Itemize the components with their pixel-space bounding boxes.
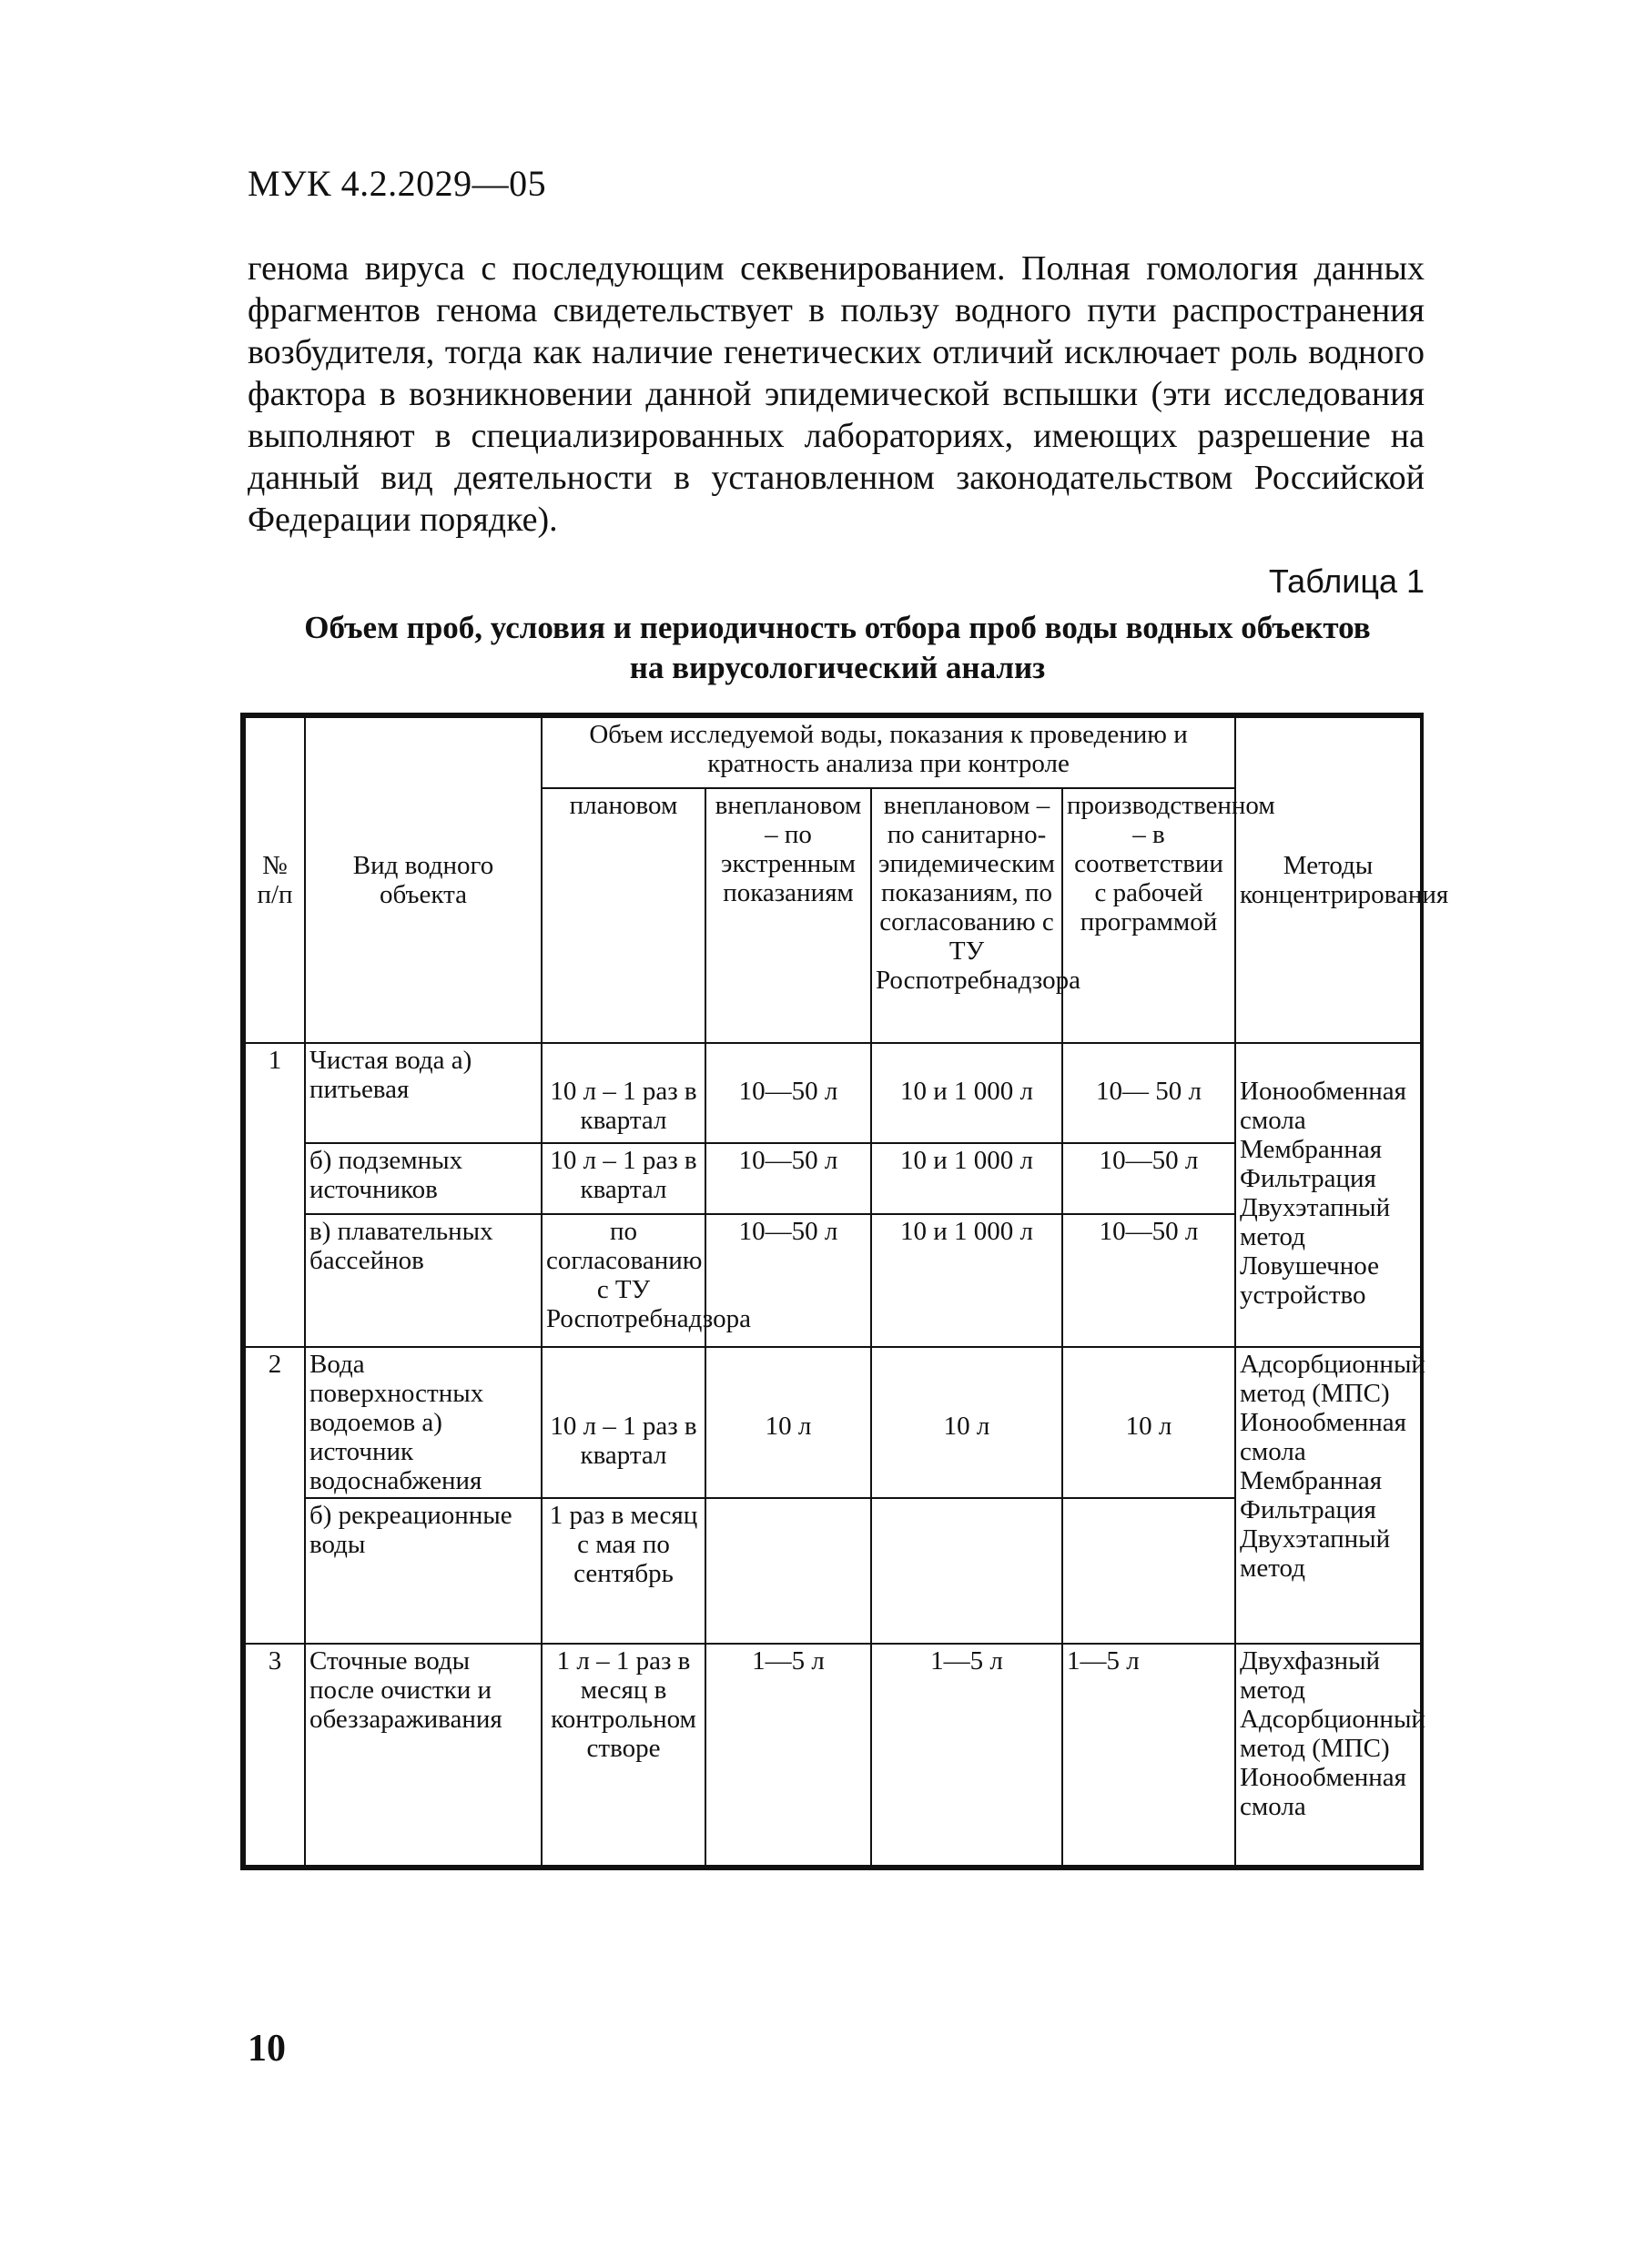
row-planned: 10 л – 1 раз в квартал <box>542 1143 705 1214</box>
row-planned: по согласованию с ТУ Роспотребнадзора <box>542 1214 705 1347</box>
header-volume-group: Объем исследуемой воды, показания к проведению и кратность анализа при контроле <box>542 717 1235 788</box>
row-object: Сточные воды после очистки и обеззараживания <box>305 1644 542 1866</box>
data-table <box>240 713 1449 1870</box>
row-production: 1—5 л <box>1062 1644 1235 1866</box>
row-methods: Адсорбционный метод (МПС) Ионообменная смола Мембранная Фильтрация Двухэтапный метод <box>1235 1347 1421 1644</box>
row-num: 3 <box>245 1644 305 1866</box>
header-unplanned-sanitary: внеплановом – по санитарно-эпидемическим показаниям, по согласованию с ТУ Роспотребнадзора <box>871 788 1062 1043</box>
row-object: б) рекреационные воды <box>305 1498 542 1644</box>
row-emergency: 10—50 л <box>705 1043 871 1143</box>
row-object: б) подземных источников <box>305 1143 542 1214</box>
row-methods: Двухфазный метод Адсорбционный метод (МПС) Ионообменная смола <box>1235 1644 1421 1866</box>
row-production: 10 л <box>1062 1347 1235 1498</box>
table-title-line-2: на вирусологический анализ <box>629 650 1046 685</box>
row-emergency <box>705 1498 871 1644</box>
row-emergency: 1—5 л <box>705 1644 871 1866</box>
row-production <box>1062 1498 1235 1644</box>
row-production: 10—50 л <box>1062 1214 1235 1347</box>
document-code: МУК 4.2.2029—05 <box>248 163 547 204</box>
table-row <box>245 1644 1421 1866</box>
row-planned: 1 раз в месяц с мая по сентябрь <box>542 1498 705 1644</box>
row-production: 10— 50 л <box>1062 1043 1235 1143</box>
row-sanitary: 10 и 1 000 л <box>871 1143 1062 1214</box>
header-object: Вид водного объекта <box>305 717 542 1043</box>
row-sanitary <box>871 1498 1062 1644</box>
body-paragraph: генома вируса с последующим секвенированием. Полная гомология данных фрагментов генома свидетельствует в пользу водного пути распространения возбудителя, тогда как наличие генетических отличий исключает роль водного фактора в возникновении данной эпидемической вспышки (эти исследования выполняют в специализированных лабораториях, имеющих разрешение на данный вид деятельности в установленном законодательством Российской Федерации порядке). <box>248 249 1425 539</box>
row-emergency: 10—50 л <box>705 1214 871 1347</box>
row-emergency: 10—50 л <box>705 1143 871 1214</box>
table-title <box>246 608 1429 688</box>
table-title-line-1: Объем проб, условия и периодичность отбора проб воды водных объектов <box>304 610 1371 645</box>
row-num: 2 <box>245 1347 305 1644</box>
row-object: Чистая вода а) питьевая <box>305 1043 542 1143</box>
row-sanitary: 10 и 1 000 л <box>871 1214 1062 1347</box>
header-production: производственном – в соответствии с рабочей программой <box>1062 788 1235 1043</box>
header-num: № п/п <box>245 717 305 1043</box>
row-planned: 1 л – 1 раз в месяц в контрольном створе <box>542 1644 705 1866</box>
row-object: Вода поверхностных водоемов а) источник водоснабжения <box>305 1347 542 1498</box>
header-methods: Методы концентрирования <box>1235 717 1421 1043</box>
row-object: в) плавательных бассейнов <box>305 1214 542 1347</box>
row-planned: 10 л – 1 раз в квартал <box>542 1043 705 1143</box>
table-label: Таблица 1 <box>1268 562 1425 600</box>
row-num: 1 <box>245 1043 305 1347</box>
page-number: 10 <box>248 2028 286 2070</box>
row-sanitary: 10 л <box>871 1347 1062 1498</box>
row-sanitary: 10 и 1 000 л <box>871 1043 1062 1143</box>
row-methods: Ионообменная смола Мембранная Фильтрация Двухэтапный метод Ловушечное устройство <box>1235 1043 1421 1347</box>
row-planned: 10 л – 1 раз в квартал <box>542 1347 705 1498</box>
row-production: 10—50 л <box>1062 1143 1235 1214</box>
header-planned: плановом <box>542 788 705 1043</box>
row-emergency: 10 л <box>705 1347 871 1498</box>
header-unplanned-emergency: внеплановом – по экстренным показаниям <box>705 788 871 1043</box>
table-row <box>245 1347 1421 1498</box>
row-sanitary: 1—5 л <box>871 1644 1062 1866</box>
table-row <box>245 1043 1421 1143</box>
